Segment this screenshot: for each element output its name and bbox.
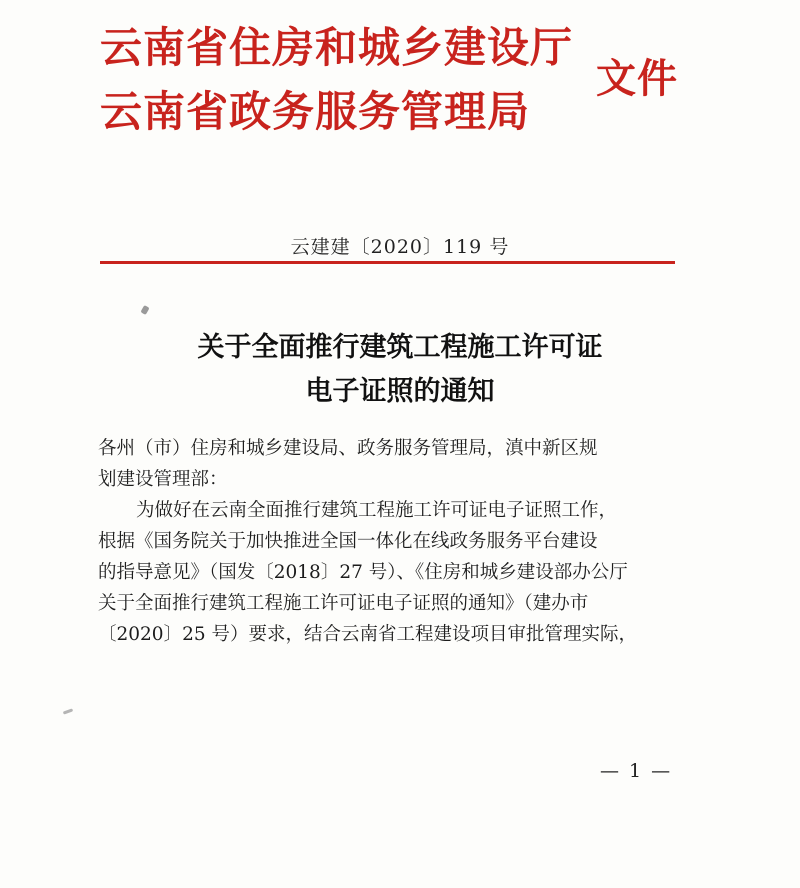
paragraph-line: 关于全面推行建筑工程施工许可证电子证照的通知》（建办市 (98, 593, 589, 614)
recipients-line: 划建设管理部： (98, 469, 228, 490)
paragraph-line: 〔2020〕25 号）要求，结合云南省工程建设项目审批管理实际， (98, 624, 638, 645)
page-number: — 1 — (600, 760, 673, 782)
scan-speck (63, 708, 73, 714)
paragraph-line: 根据《国务院关于加快推进全国一体化在线政务服务平台建设 (98, 531, 598, 552)
title-line-1: 关于全面推行建筑工程施工许可证 (197, 332, 603, 363)
scan-speck (140, 305, 149, 315)
issuer-names (100, 16, 573, 144)
recipients (98, 433, 698, 495)
document-number: 云建建〔2020〕119 号 (290, 236, 510, 258)
document-type-label: 文件 (596, 55, 678, 102)
red-divider-line (100, 261, 675, 264)
document-body (98, 433, 698, 650)
paragraph-line: 的指导意见》（国发〔2018〕27 号）、《住房和城乡建设部办公厅 (98, 562, 628, 583)
document-title (0, 326, 800, 414)
title-line-2: 电子证照的通知 (305, 376, 495, 407)
issuer-name: 云南省政务服务管理局 (100, 87, 531, 136)
body-paragraph (98, 495, 698, 650)
issuer-name: 云南省住房和城乡建设厅 (100, 23, 574, 72)
recipients-line: 各州（市）住房和城乡建设局、政务服务管理局，滇中新区规 (98, 438, 598, 459)
paragraph-line: 为做好在云南全面推行建筑工程施工许可证电子证照工作， (136, 500, 618, 521)
